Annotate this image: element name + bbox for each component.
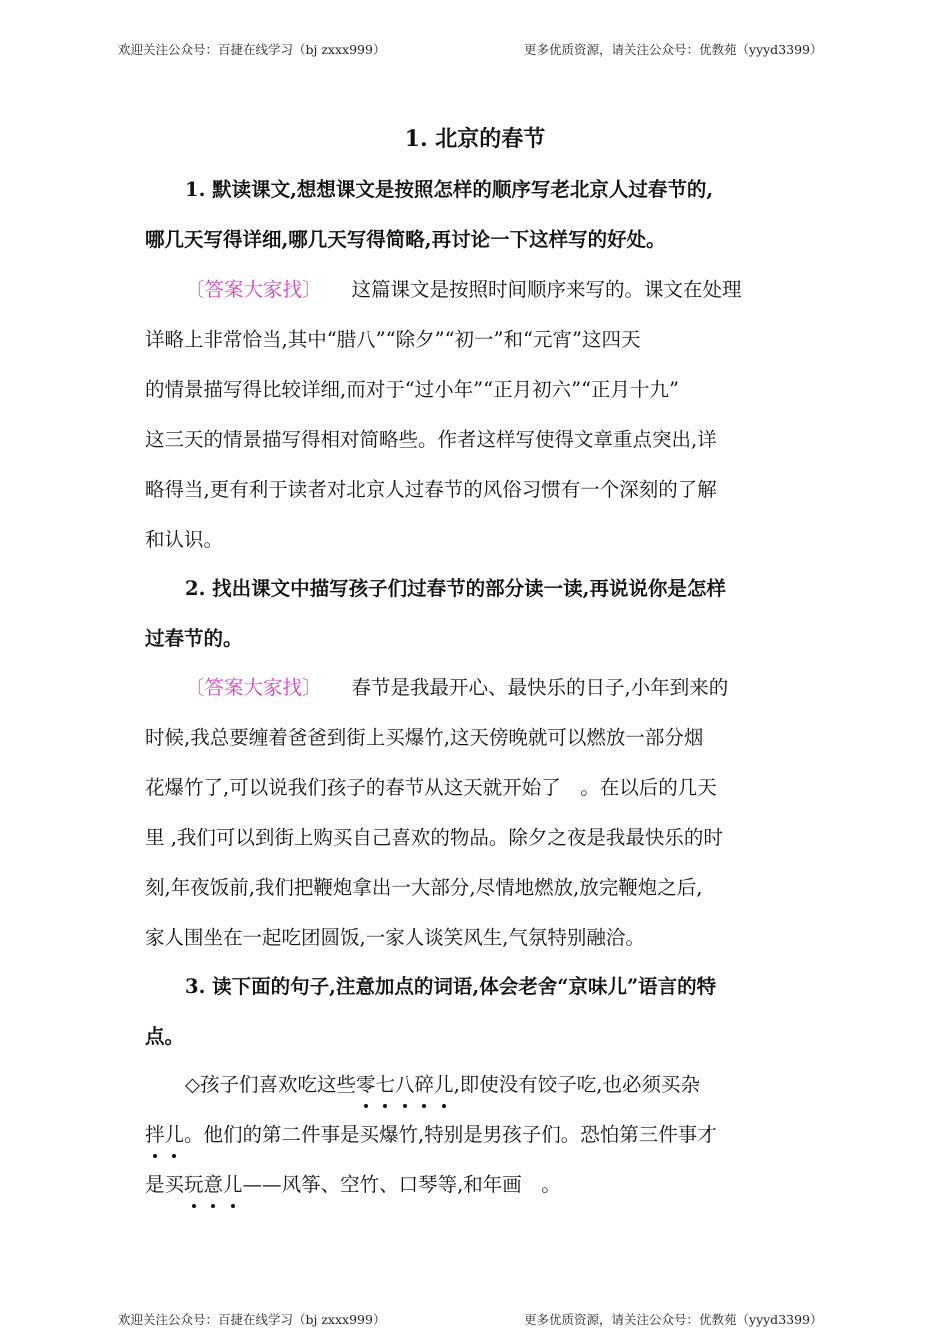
footer-right-text: 更多优质资源，请关注公众号：优教苑（yyyd3399） (524, 1312, 823, 1327)
question-3-line: 点。 (145, 1025, 185, 1048)
dotted-char: 玩 (184, 1160, 204, 1210)
answer-2-line: 里 ,我们可以到街上购买自己喜欢的物品。除夕之夜是我最快乐的时 (145, 826, 723, 849)
dotted-char: 意 (204, 1160, 224, 1210)
example-text: ——风筝、空竹、口琴等,和年画 。 (242, 1173, 561, 1196)
question-2 (145, 564, 807, 664)
answer-tag: 〔答案大家找〕 (185, 278, 322, 301)
answer-1 (145, 265, 807, 565)
footer-left-text: 欢迎关注公众号：百捷在线学习（bj zxxx999） (118, 1312, 386, 1327)
answer-2-line: 花爆竹了,可以说我们孩子的春节从这天就开始了 。在以后的几天 (145, 776, 717, 799)
answer-1-line: 详略上非常恰当,其中“腊八”“除夕”“初一”和“元宵”这四天 (145, 328, 641, 351)
answer-2-line: 家人围坐在一起吃团圆饭,一家人谈笑风生,气氛特别融洽。 (145, 926, 645, 949)
question-2-line: 过春节的。 (145, 627, 243, 650)
answer-tag: 〔答案大家找〕 (185, 676, 322, 699)
question-1 (145, 165, 807, 265)
question-3-line: 3. 读下面的句子,注意加点的词语,体会老舍“京味儿”语言的特 (185, 975, 717, 998)
dotted-char: 儿 (223, 1160, 243, 1210)
example-line (145, 1110, 807, 1160)
answer-2 (145, 663, 807, 963)
example-text: ,即使没有饺子吃,也必须买杂 (453, 1073, 700, 1096)
example-line (145, 1060, 807, 1110)
answer-1-line (145, 265, 807, 315)
answer-1-line: 这三天的情景描写得相对简略些。作者这样写使得文章重点突出,详 (145, 428, 717, 451)
page-title: 1. 北京的春节 (404, 126, 546, 152)
dotted-char: 七 (376, 1060, 396, 1110)
page-header (0, 40, 950, 60)
header-right-text: 更多优质资源，请关注公众号：优教苑（yyyd3399） (524, 42, 823, 57)
dotted-char: 八 (395, 1060, 415, 1110)
answer-2-line (145, 663, 807, 713)
answer-2-text: 春节是我最开心、最快乐的日子,小年到来的 (351, 676, 729, 699)
question-1-line: 1. 默读课文,想想课文是按照怎样的顺序写老北京人过春节的, (185, 178, 714, 201)
dotted-char: 拌 (145, 1110, 165, 1160)
example-text: ◇孩子们喜欢吃这些 (185, 1073, 356, 1096)
answer-2-line: 时候,我总要缠着爸爸到街上买爆竹,这天傍晚就可以燃放一部分烟 (145, 726, 704, 749)
question-3 (145, 962, 807, 1062)
answer-1-line: 的情景描写得比较详细,而对于“过小年”“正月初六”“正月十九” (145, 378, 680, 401)
example-line (145, 1160, 807, 1210)
dotted-char: 儿 (434, 1060, 454, 1110)
answer-1-line: 和认识。 (145, 528, 224, 551)
question-2-line: 2. 找出课文中描写孩子们过春节的部分读一读,再说说你是怎样 (185, 577, 726, 600)
example-text: 。他们的第二件事是买爆竹,特别是男孩子们。恐怕第三件事才 (184, 1123, 717, 1146)
answer-1-text: 这篇课文是按照时间顺序来写的。课文在处理 (351, 278, 742, 301)
header-left-text: 欢迎关注公众号：百捷在线学习（bj zxxx999） (118, 42, 386, 57)
example-sentence (145, 1060, 807, 1210)
dotted-char: 儿 (165, 1110, 185, 1160)
dotted-char: 碎 (415, 1060, 435, 1110)
example-text: 是买 (145, 1173, 185, 1196)
page-footer (0, 1310, 950, 1330)
answer-1-line: 略得当,更有利于读者对北京人过春节的风俗习惯有一个深刻的了解 (145, 478, 717, 501)
dotted-char: 零 (356, 1060, 376, 1110)
answer-2-line: 刻,年夜饭前,我们把鞭炮拿出一大部分,尽情地燃放,放完鞭炮之后, (145, 876, 703, 899)
question-1-line: 哪几天写得详细,哪几天写得简略,再讨论一下这样写的好处。 (145, 228, 666, 251)
